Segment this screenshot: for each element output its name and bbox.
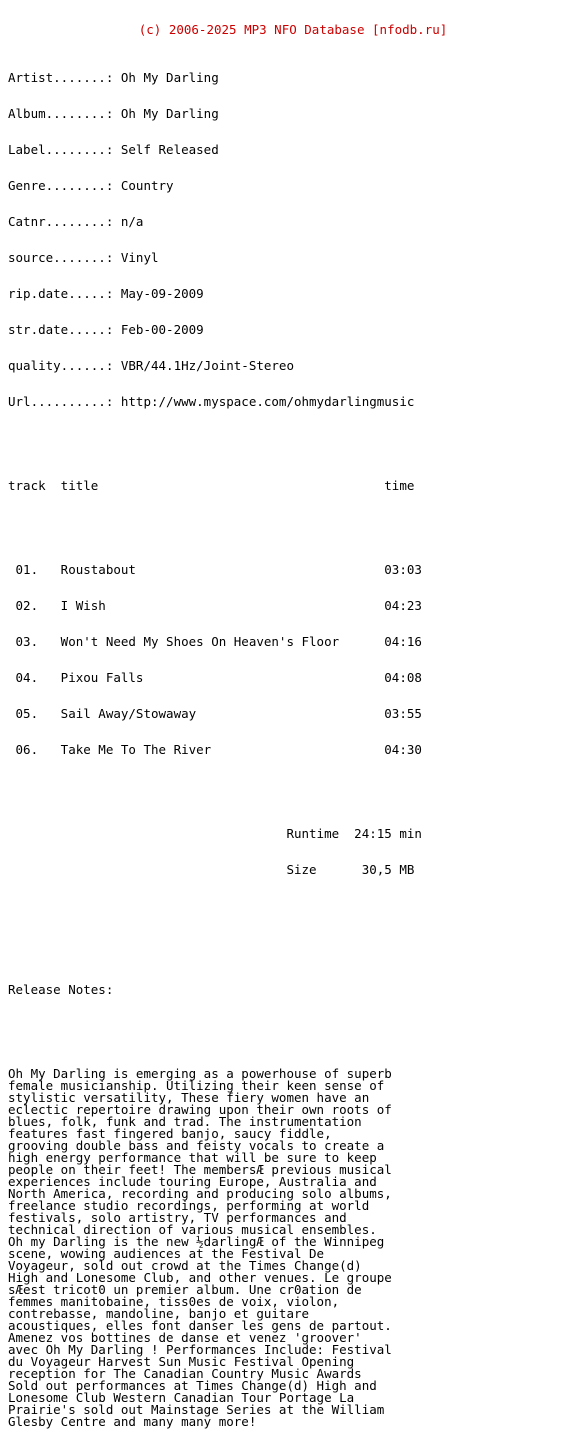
release-notes-line: du Voyageur Harvest Sun Music Festival Opening [8, 1354, 355, 1369]
track-row: 06. Take Me To The River 04:30 [8, 742, 422, 757]
runtime-total: Runtime 24:15 min [8, 826, 422, 841]
release-notes-line: features fast fingered banjo, saucy fiddle, [8, 1126, 332, 1141]
info-str-date: str.date.....: Feb-00-2009 [8, 322, 204, 337]
info-label: Label........: Self Released [8, 142, 219, 157]
release-notes-line: Lonesome Club Western Canadian Tour Portage La [8, 1390, 355, 1405]
info-album: Album........: Oh My Darling [8, 106, 219, 121]
release-notes-line: technical direction of various musical ensembles. [8, 1222, 377, 1237]
track-row: 02. I Wish 04:23 [8, 598, 422, 613]
blank-line [8, 912, 578, 924]
release-notes-line: femmes manitobaine, tiss0es de voix, violon, [8, 1294, 340, 1309]
release-notes-line: Oh My Darling is emerging as a powerhouse of superb [8, 1066, 392, 1081]
release-notes-line: acoustiques, elles font danser les gens de partout. [8, 1318, 392, 1333]
release-notes-line: Sold out performances at Times Change(d) High and [8, 1378, 377, 1393]
info-source: source.......: Vinyl [8, 250, 159, 265]
release-notes-line: eclectic repertoire drawing upon their own roots of [8, 1102, 392, 1117]
release-notes-line: scene, wowing audiences at the Festival De [8, 1246, 325, 1261]
info-quality: quality......: VBR/44.1Hz/Joint-Stereo [8, 358, 294, 373]
release-notes-title: Release Notes: [8, 982, 114, 997]
release-notes-body [8, 1068, 578, 1428]
info-rip-date: rip.date.....: May-09-2009 [8, 286, 204, 301]
release-notes-line: Prairie's sold out Mainstage Series at the William [8, 1402, 385, 1417]
release-notes-line: experiences include touring Europe, Australia and [8, 1174, 377, 1189]
release-notes-line: blues, folk, funk and trad. The instrumentation [8, 1114, 362, 1129]
release-notes-line: grooving double bass and feisty vocals to create a [8, 1138, 385, 1153]
track-row: 05. Sail Away/Stowaway 03:55 [8, 706, 422, 721]
info-genre: Genre........: Country [8, 178, 174, 193]
release-notes-line: stylistic versatility, These fiery women have an [8, 1090, 370, 1105]
release-notes-line: Glesby Centre and many many more! [8, 1414, 257, 1429]
tracklist-header: track title time [8, 478, 415, 493]
nfo-document [8, 0, 578, 1440]
blank-line [8, 1020, 578, 1032]
release-notes-line: reception for The Canadian Country Music Awards [8, 1366, 362, 1381]
release-notes-line: festivals, solo artistry, TV performances and [8, 1210, 347, 1225]
release-notes-line: Oh my Darling is the new ½darlingÆ of the Winnipeg [8, 1234, 385, 1249]
release-notes-line: avec Oh My Darling ! Performances Include: Festival [8, 1342, 392, 1357]
release-notes-line: Amenez vos bottines de danse et venez 'groover' [8, 1330, 362, 1345]
blank-line [8, 792, 578, 804]
release-notes-line: Voyageur, sold out crowd at the Times Change(d) [8, 1258, 362, 1273]
blank-line [8, 444, 578, 456]
info-artist: Artist.......: Oh My Darling [8, 70, 219, 85]
release-notes-line: freelance studio recordings, performing at world [8, 1198, 370, 1213]
track-row: 04. Pixou Falls 04:08 [8, 670, 422, 685]
blank-line [8, 948, 578, 960]
release-notes-line: sÆest tricot0 un premier album. Une cr0ation de [8, 1282, 362, 1297]
release-notes-line: high energy performance that will be sure to keep [8, 1150, 377, 1165]
blank-line [8, 516, 578, 528]
size-total: Size 30,5 MB [8, 862, 415, 877]
release-notes-line: female musicianship. Utilizing their keen sense of [8, 1078, 385, 1093]
track-row: 03. Won't Need My Shoes On Heaven's Floor 04:16 [8, 634, 422, 649]
release-notes-line: High and Lonesome Club, and other venues. Le groupe [8, 1270, 392, 1285]
site-copyright-header: (c) 2006-2025 MP3 NFO Database [nfodb.ru] [138, 22, 448, 37]
info-url: Url..........: http://www.myspace.com/ohmydarlingmusic [8, 394, 415, 409]
release-notes-line: contrebasse, mandoline, banjo et guitare [8, 1306, 310, 1321]
info-catnr: Catnr........: n/a [8, 214, 144, 229]
release-notes-line: North America, recording and producing solo albums, [8, 1186, 392, 1201]
track-row: 01. Roustabout 03:03 [8, 562, 422, 577]
release-notes-line: people on their feet! The membersÆ previous musical [8, 1162, 392, 1177]
